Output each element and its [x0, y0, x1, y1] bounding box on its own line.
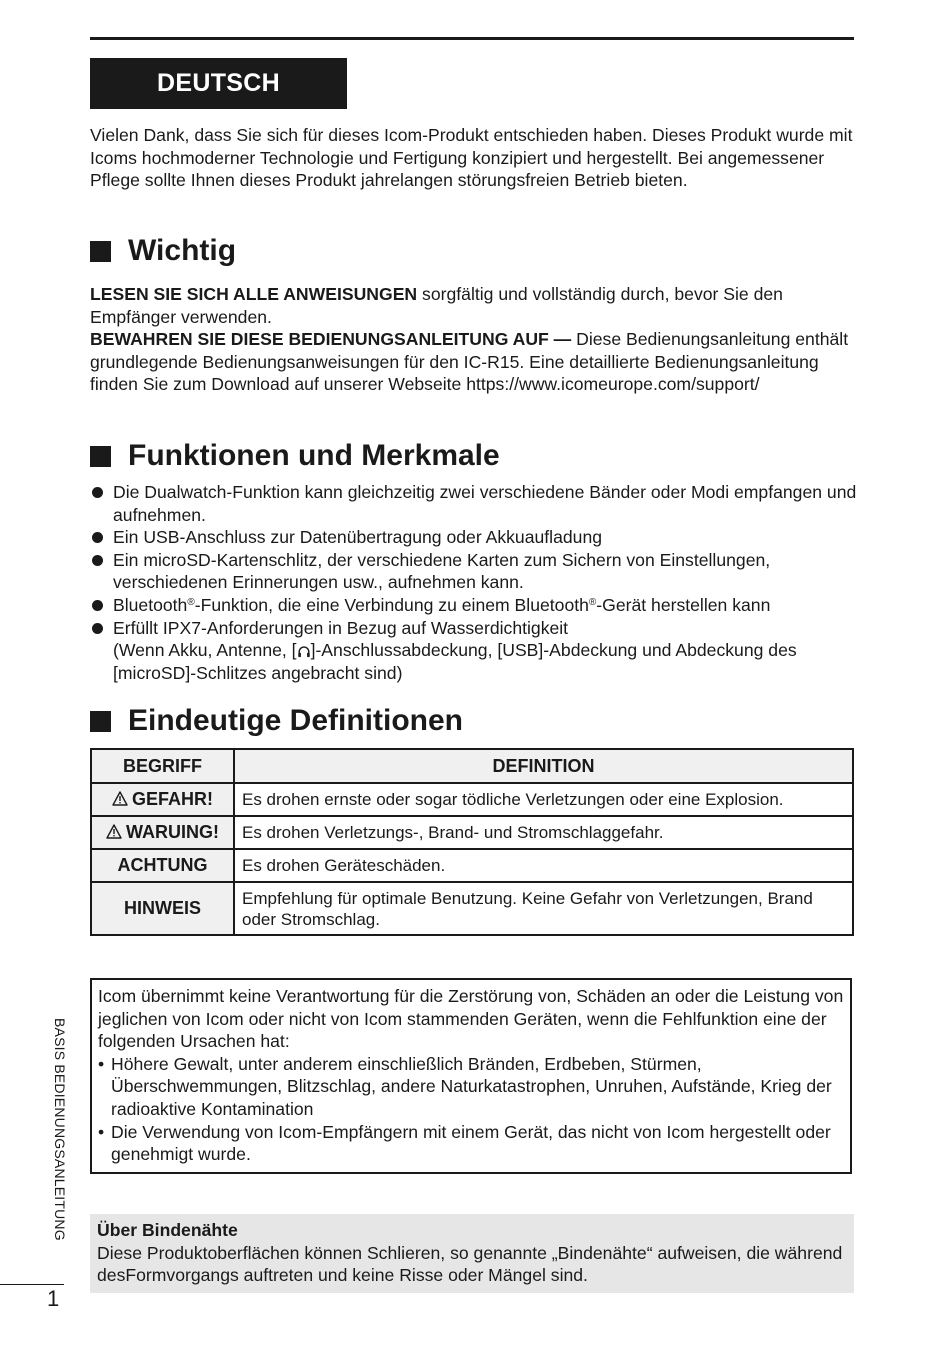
bt-text-2: -Funktion, die eine Verbindung zu einem Bluetooth	[194, 594, 589, 615]
bullet-mark: •	[98, 1053, 105, 1074]
heading-definitionen	[90, 704, 463, 738]
list-item	[90, 549, 860, 594]
definition-cell: Empfehlung für optimale Benutzung. Keine Gefahr von Verletzungen, Brand oder Stromschlag.	[234, 882, 853, 935]
registered-mark: ®	[588, 596, 597, 608]
ipx-line: Erfüllt IPX7-Anforderungen in Bezug auf Wasserdichtigkeit	[113, 617, 569, 638]
side-label: BASIS BEDIENUNGSANLEITUNG	[52, 1018, 68, 1241]
registered-mark: ®	[187, 596, 195, 608]
column-header-term: BEGRIFF	[91, 749, 234, 783]
disclaimer-box	[90, 978, 852, 1174]
bullet-mark: •	[98, 1121, 105, 1142]
disclaimer-text: Icom übernimmt keine Verantwortung für die Zerstörung von, Schäden an oder die Leistung von jeglichen von Icom oder nicht von Icom stammenden Geräten, wenn die Fehlfunktion eine der folgenden Ursachen hat:	[98, 986, 844, 1052]
term-cell	[91, 816, 234, 849]
ipx-condition-post: ]-Anschlussabdeckung, [USB]-Abdeckung und Abdeckung des [microSD]-Schlitzes angebracht sind)	[113, 640, 797, 683]
keep-manual-label: BEWAHREN SIE DIESE BEDIENUNGSANLEITUNG AUF —	[90, 329, 572, 350]
language-tab: DEUTSCH	[90, 58, 347, 109]
table-row	[91, 849, 853, 882]
bullet-icon	[92, 532, 103, 543]
black-square-icon	[90, 241, 111, 262]
heading-text: Funktionen und Merkmale	[128, 439, 500, 472]
note-text: Diese Produktoberflächen können Schlieren, so genannte „Bindenähte“ aufweisen, die während desFormvorgangs auftreten und keine Risse oder Mängel sind.	[97, 1242, 843, 1286]
term-text: WARUING!	[126, 822, 219, 842]
page-number: 1	[47, 1286, 60, 1311]
read-instructions-text: sorgfältig und vollständig durch, bevor Sie den Empfänger verwenden.	[90, 284, 783, 327]
ipx-condition-pre: (Wenn Akku, Antenne, [	[113, 640, 297, 661]
definition-cell: Es drohen Geräteschäden.	[234, 849, 853, 882]
term-text: GEFAHR!	[132, 789, 213, 809]
warning-triangle-icon	[112, 791, 128, 806]
disclaimer-list	[98, 1053, 844, 1166]
list-item	[90, 617, 860, 685]
bullet-icon	[92, 600, 103, 611]
list-item	[90, 481, 860, 526]
list-item-text: Ein microSD-Kartenschlitz, der verschiedene Karten zum Sichern von Einstellungen, verschiedenen Erinnerungen usw., aufnehmen kann.	[113, 549, 771, 593]
heading-funktionen	[90, 439, 500, 473]
definition-cell: Es drohen ernste oder sogar tödliche Verletzungen oder eine Explosion.	[234, 783, 853, 816]
term-cell: ACHTUNG	[91, 849, 234, 882]
bullet-icon	[92, 623, 103, 634]
features-list	[90, 481, 860, 684]
list-item-text: Die Verwendung von Icom-Empfängern mit einem Gerät, das nicht von Icom hergestellt oder genehmigt wurde.	[111, 1121, 831, 1165]
table-row	[91, 816, 853, 849]
note-title: Über Bindenähte	[97, 1220, 238, 1240]
list-item-text: Die Dualwatch-Funktion kann gleichzeitig zwei verschiedene Bänder oder Modi empfangen und aufnehmen.	[113, 482, 857, 525]
table-header-row	[91, 749, 853, 783]
keep-manual-text: Diese Bedienungsanleitung enthält grundlegende Bedienungsanweisungen für den IC-R15. Eine detaillierte Bedienungsanleitung finden Sie zum Download auf unserer Webseite https://www.icomeurope.com/support/	[90, 329, 849, 395]
list-item	[90, 594, 860, 617]
list-item	[90, 526, 860, 549]
table-row	[91, 882, 853, 935]
heading-text: Wichtig	[128, 234, 237, 267]
list-item	[98, 1053, 844, 1121]
term-cell: HINWEIS	[91, 882, 234, 935]
bullet-icon	[92, 487, 103, 498]
table-row	[91, 783, 853, 816]
column-header-definition: DEFINITION	[234, 749, 853, 783]
side-rule	[0, 1284, 64, 1285]
list-item-text: Höhere Gewalt, unter anderem einschließlich Bränden, Erdbeben, Stürmen, Überschwemmungen, Blitzschlag, andere Naturkatastrophen, Unruhen, Aufstände, Krieg der radioaktive Kontamination	[111, 1053, 832, 1119]
headphone-jack-icon	[297, 644, 311, 658]
bullet-icon	[92, 555, 103, 566]
read-instructions-label: LESEN SIE SICH ALLE ANWEISUNGEN	[90, 284, 418, 304]
black-square-icon	[90, 711, 111, 732]
list-item-text: Ein USB-Anschluss zur Datenübertragung oder Akkuaufladung	[113, 527, 603, 548]
heading-wichtig	[90, 234, 236, 268]
heading-text: Eindeutige Definitionen	[128, 704, 463, 737]
important-paragraph	[90, 283, 860, 396]
term-cell	[91, 783, 234, 816]
definition-cell: Es drohen Verletzungs-, Brand- und Stromschlaggefahr.	[234, 816, 853, 849]
note-box	[90, 1214, 854, 1293]
bt-text-1: Bluetooth	[113, 594, 188, 615]
black-square-icon	[90, 446, 111, 467]
top-rule	[90, 37, 854, 40]
warning-triangle-icon	[106, 824, 122, 839]
intro-paragraph: Vielen Dank, dass Sie sich für dieses Icom-Produkt entschieden haben. Dieses Produkt wurde mit Icoms hochmoderner Technologie und Fertigung konzipiert und hergestellt. Bei angemessener Pflege sollte Ihnen dieses Produkt jahrelangen störungsfreien Betrieb bieten.	[90, 125, 853, 191]
list-item	[98, 1121, 844, 1166]
bt-text-3: -Gerät herstellen kann	[596, 594, 771, 615]
definitions-table	[90, 748, 854, 936]
